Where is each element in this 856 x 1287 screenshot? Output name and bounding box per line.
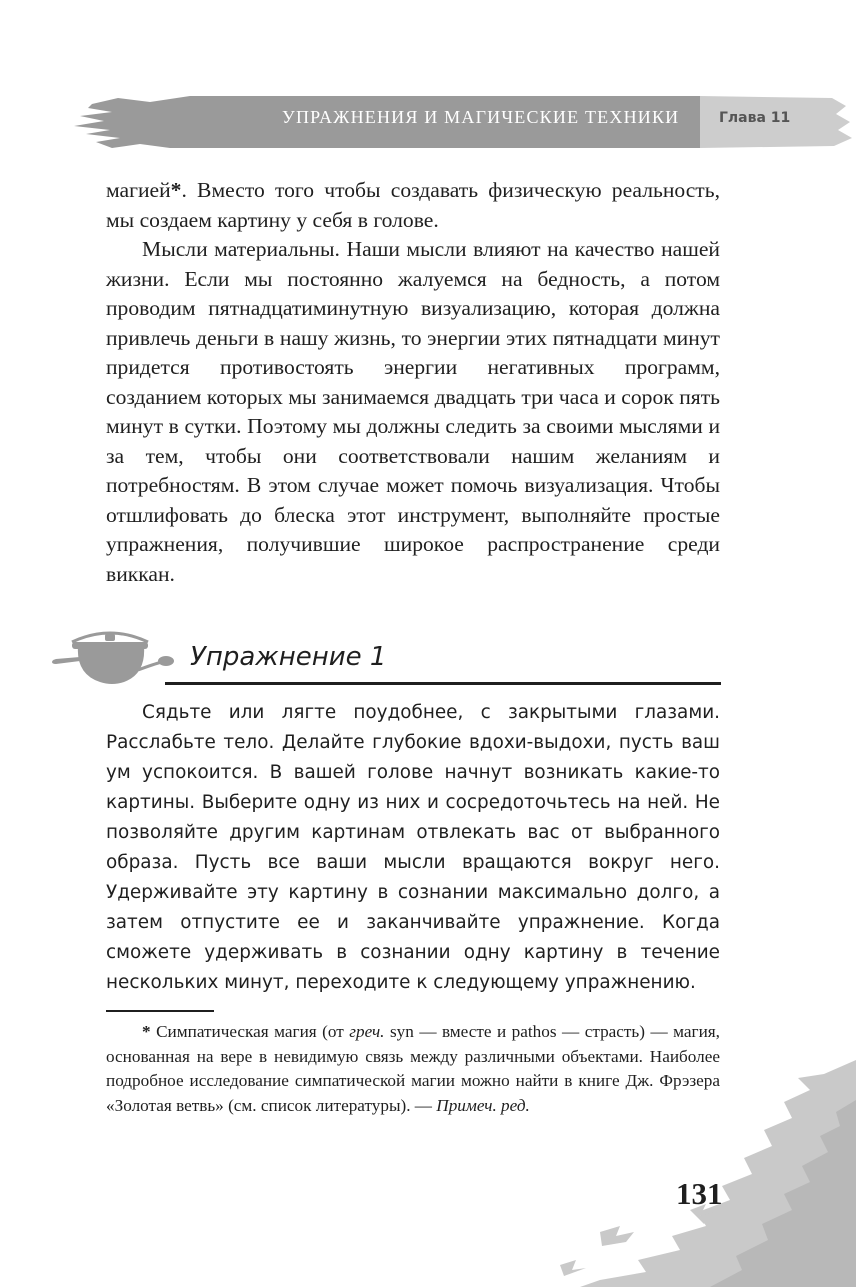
exercise-heading: Упражнение 1 — [190, 642, 387, 672]
exercise-text — [106, 698, 720, 998]
footnote-marker[interactable]: * — [170, 178, 182, 202]
footnote-greek-abbr: греч. — [349, 1022, 385, 1041]
chapter-label: Глава 11 — [719, 110, 791, 126]
cauldron-spoon-icon — [50, 624, 182, 688]
paragraph-1-start: магией — [106, 178, 171, 202]
exercise-paragraph: Сядьте или лягте поудобнее, с закрытыми глазами. Расслабьте тело. Делайте глубокие вдохи-выдохи, пусть ваш ум успокоится. В вашей голове начнут возникать какие-то картины. Выберите одну из них и сосредоточьтесь на ней. Не позволяйте другим картинам отвлекать вас от выбранного образа. Пусть все ваши мысли вращаются вокруг него. Удерживайте эту картину в сознании максимально долго, а затем отпустите ее и заканчивайте упражнение. Когда сможете удерживать в сознании одну картину в течение нескольких минут, переходите к следующему упражнению. — [106, 702, 720, 993]
footnote-editor-note: Примеч. ред. — [436, 1095, 530, 1115]
footnote-text-1: Симпатическая магия (от — [150, 1022, 350, 1041]
body-text — [106, 176, 720, 589]
footnote-text-2: syn — вместе и pathos — страсть) — магия, основанная на вере в невидимую связь между различными объектами. Наиболее подробное исследование симпатической магии можно найти в книге Дж. Фрэзера «Золотая ветвь» (см. список литературы). — — [106, 1022, 720, 1115]
paragraph-2: Мысли материальны. Наши мысли влияют на качество нашей жизни. Если мы постоянно жалуемся на бедность, а потом проводим пятнадцатиминутную визуализацию, которая должна привлечь деньги в нашу жизнь, то энергии этих пятнадцати минут придется противостоять энергии негативных программ, созданием которых мы занимаемся двадцать три часа и сорок пять минут в сутки. Поэтому мы должны следить за своими мыслями и за тем, чтобы они соответствовали нашим желаниям и потребностям. В этом случае может помочь визуализация. Чтобы отшлифовать до блеска этот инструмент, выполняйте простые упражнения, получившие широкое распространение среди виккан. — [106, 237, 720, 586]
paragraph-1 — [106, 176, 720, 235]
footnote-separator — [106, 1010, 214, 1012]
footnote-star: * — [142, 1022, 151, 1041]
page-number: 131 — [676, 1176, 723, 1211]
heading-underline — [165, 682, 721, 685]
map-decoration — [540, 1060, 856, 1287]
paragraph-1-rest: . Вместо того чтобы создавать физическую реальность, мы создаем картину у себя в голове. — [106, 178, 720, 232]
running-title: УПРАЖНЕНИЯ И МАГИЧЕСКИЕ ТЕХНИКИ — [282, 107, 680, 127]
